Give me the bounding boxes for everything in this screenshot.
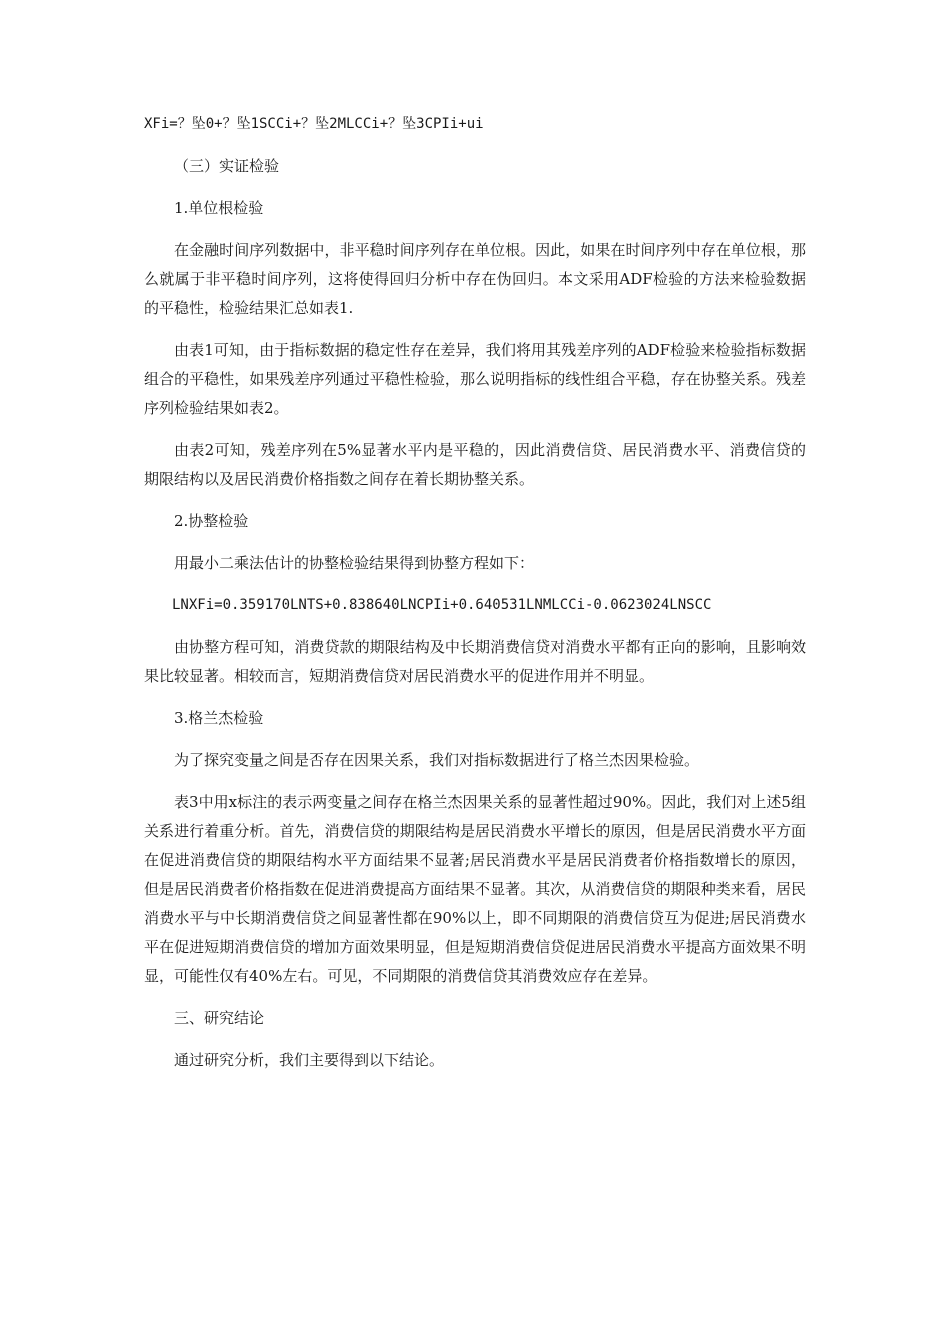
paragraph-unit-root: 在金融时间序列数据中，非平稳时间序列存在单位根。因此，如果在时间序列中存在单位根，那么就属于非平稳时间序列，这将使得回归分析中存在伪回归。本文采用ADF检验的方法来检验数据的平稳性，检验结果汇总如表1. — [144, 241, 806, 317]
paragraph-table1-result: 由表1可知，由于指标数据的稳定性存在差异，我们将用其残差序列的ADF检验来检验指标数据组合的平稳性，如果残差序列通过平稳性检验，那么说明指标的线性组合平稳，存在协整关系。残差序列检验结果如表2。 — [144, 341, 806, 417]
paragraph-cointegration-result: 由协整方程可知，消费贷款的期限结构及中长期消费信贷对消费水平都有正向的影响，且影响效果比较显著。相较而言，短期消费信贷对居民消费水平的促进作用并不明显。 — [144, 638, 806, 685]
paragraph-conclusion-intro: 通过研究分析，我们主要得到以下结论。 — [174, 1051, 445, 1069]
paragraph-granger-intro: 为了探究变量之间是否存在因果关系，我们对指标数据进行了格兰杰因果检验。 — [174, 751, 700, 769]
cointegration-equation: LNXFi=0.359170LNTS+0.838640LNCPIi+0.640531LNMLCCi-0.0623024LNSCC — [172, 597, 712, 613]
section-heading-conclusion: 三、研究结论 — [174, 1009, 265, 1027]
paragraph-table2-result: 由表2可知，残差序列在5%显著水平内是平稳的，因此消费信贷、居民消费水平、消费信贷的期限结构以及居民消费价格指数之间存在着长期协整关系。 — [144, 441, 806, 488]
section-heading-empirical-test: （三）实证检验 — [174, 157, 280, 175]
paragraph-table3-analysis: 表3中用x标注的表示两变量之间存在格兰杰因果关系的显著性超过90%。因此，我们对上述5组关系进行着重分析。首先，消费信贷的期限结构是居民消费水平增长的原因，但是居民消费水平方面在促进消费信贷的期限结构水平方面结果不显著;居民消费水平是居民消费者价格指数增长的原因，但是居民消费者价格指数在促进消费提高方面结果不显著。其次，从消费信贷的期限种类来看，居民消费水平与中长期消费信贷之间显著性都在90%以上，即不同期限的消费信贷互为促进;居民消费水平在促进短期消费信贷的增加方面效果明显，但是短期消费信贷促进居民消费水平提高方面效果不明显，可能性仅有40%左右。可见，不同期限的消费信贷其消费效应存在差异。 — [144, 793, 806, 985]
subheading-cointegration-test: 2.协整检验 — [174, 512, 249, 530]
paragraph-ols-intro: 用最小二乘法估计的协整检验结果得到协整方程如下： — [174, 554, 535, 572]
subheading-unit-root-test: 1.单位根检验 — [174, 199, 264, 217]
document-page — [144, 110, 806, 1075]
regression-formula: XFi=？坠0+？坠1SCCi+？坠2MLCCi+？坠3CPIi+ui — [144, 116, 484, 132]
subheading-granger-test: 3.格兰杰检验 — [174, 709, 264, 727]
